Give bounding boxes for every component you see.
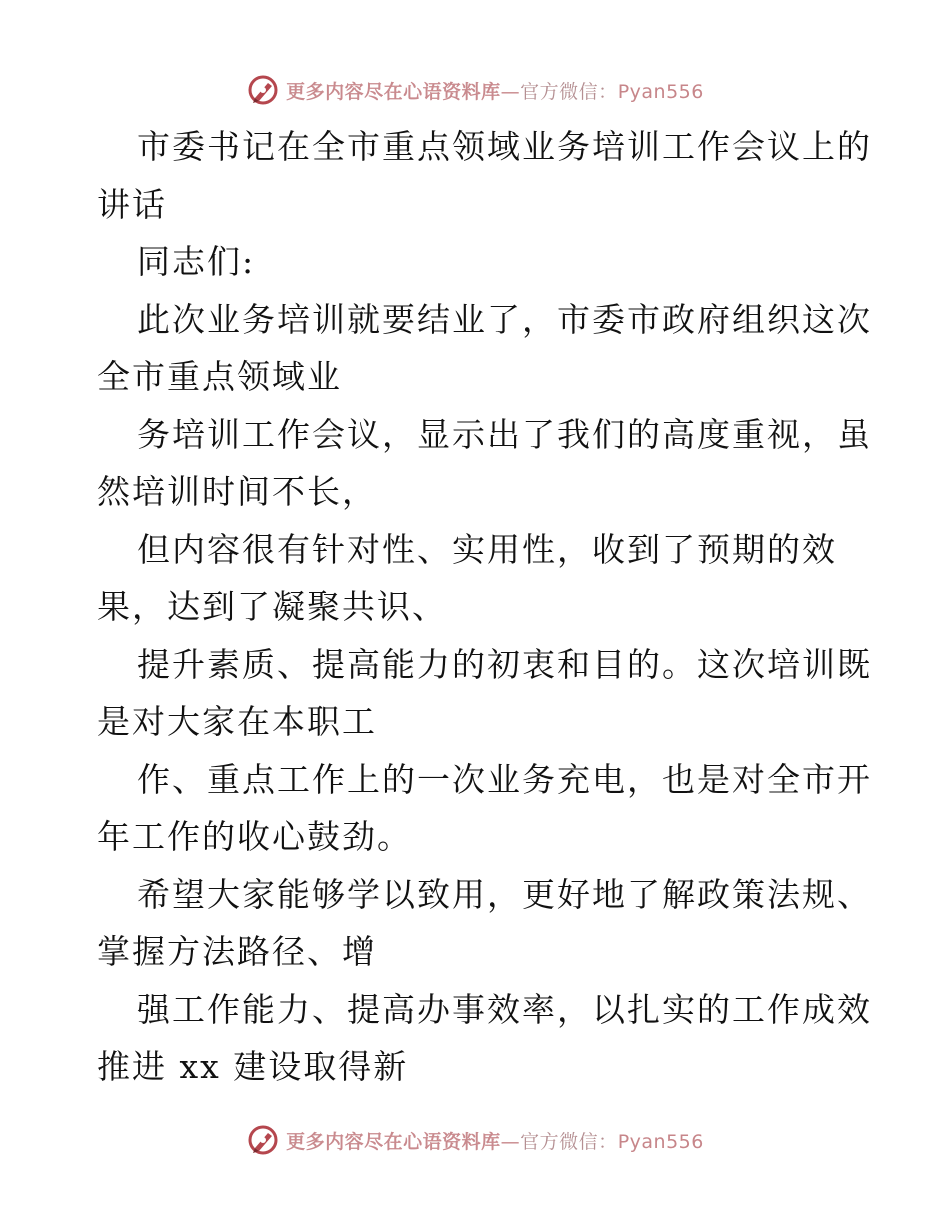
doc-title-line-2: 讲话 (97, 184, 167, 224)
doc-title-line-1: 市委书记在全市重点领域业务培训工作会议上的 (137, 127, 872, 166)
watermark-label: 官方微信： (520, 1130, 618, 1153)
watermark-id: Pyan556 (617, 1130, 704, 1153)
doc-line: 年工作的收心鼓劲。 (97, 817, 412, 856)
doc-line: 果，达到了凝聚共识、 (97, 587, 447, 626)
doc-line: 提升素质、提高能力的初衷和目的。这次培训既 (137, 644, 872, 684)
watermark-id: Pyan556 (617, 80, 704, 103)
doc-line: 强工作能力、提高办事效率，以扎实的工作成效 (137, 989, 872, 1029)
doc-line: 作、重点工作上的一次业务充电，也是对全市开 (137, 759, 872, 799)
watermark-brand: 更多内容尽在心语资料库 (286, 1130, 501, 1153)
doc-line: 但内容很有针对性、实用性，收到了预期的效 (137, 529, 837, 569)
doc-line: 然培训时间不长， (97, 472, 377, 511)
watermark-dash: — (500, 1130, 521, 1153)
document-body (97, 118, 872, 1096)
pen-logo-icon (246, 73, 280, 107)
doc-line: 此次业务培训就要结业了，市委市政府组织这次 (137, 299, 872, 339)
doc-line: 掌握方法路径、增 (97, 932, 377, 971)
header-watermark (0, 70, 950, 110)
footer-watermark (0, 1120, 950, 1160)
watermark-brand: 更多内容尽在心语资料库 (286, 80, 501, 103)
doc-line: 推进 xx 建设取得新 (97, 1047, 409, 1086)
doc-line: 希望大家能够学以致用，更好地了解政策法规、 (137, 874, 872, 914)
watermark-dash: — (500, 80, 521, 103)
doc-line: 全市重点领域业 (97, 357, 342, 396)
doc-line: 务培训工作会议，显示出了我们的高度重视，虽 (137, 414, 872, 454)
pen-logo-icon (246, 1123, 280, 1157)
doc-salutation: 同志们: (137, 242, 256, 281)
watermark-label: 官方微信： (520, 80, 618, 103)
doc-line: 是对大家在本职工 (97, 702, 377, 741)
